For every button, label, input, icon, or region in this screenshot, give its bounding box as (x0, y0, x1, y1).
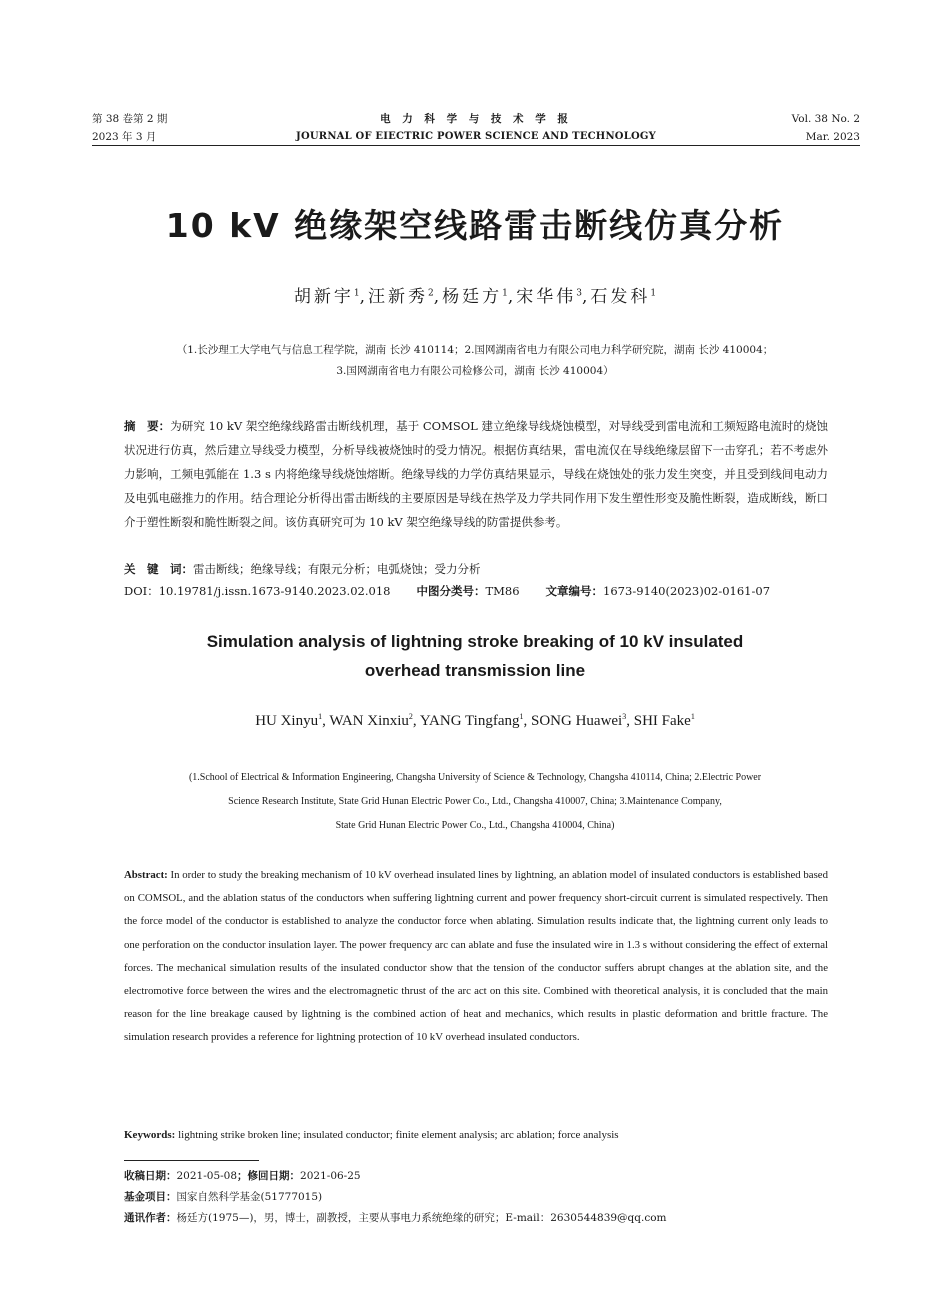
corresponding-author-label: 通讯作者： (124, 1212, 177, 1224)
affiliation-line: Science Research Institute, State Grid Hunan Electric Power Co., Ltd., Changsha 410007, China; 3.Maintenance Company, (228, 796, 722, 807)
author-list-en: HU Xinyu$^1$, WAN Xinxiu$^2$, YANG Tingfang$^1$, SONG Huawei$^3$, SHI Fake$^1$ (255, 712, 695, 729)
affiliations-en (112, 766, 838, 838)
paper-title-cn: 10 kV 绝缘架空线路雷击断线仿真分析 (165, 206, 785, 245)
affiliation-line: (1.School of Electrical & Information Engineering, Changsha University of Science & Technology, Changsha 410114, China; 2.Electric Power (188, 772, 762, 783)
revised-label: ；修回日期： (237, 1170, 301, 1182)
author-en: WAN Xinxiu$^2$ (329, 712, 413, 729)
doi-label: DOI： (124, 584, 159, 598)
date-cn: 2023 年 3 月 (92, 131, 157, 143)
header-divider (92, 145, 860, 146)
corresponding-author (124, 1208, 828, 1229)
volume-issue-en: Vol. 38 No. 2 (791, 113, 860, 125)
author-cn: 石发科$^1$ (590, 287, 657, 307)
funding (124, 1187, 828, 1208)
funding-text: 国家自然科学基金(51777015) (176, 1191, 323, 1203)
header-center (92, 110, 860, 146)
doi-classification-line (124, 580, 828, 602)
author-en: SHI Fake$^1$ (633, 712, 695, 729)
received-date: 2021-05-08 (176, 1170, 238, 1182)
keywords-cn (124, 558, 828, 580)
clc-label: 中图分类号： (416, 584, 486, 598)
date-en: Mar. 2023 (805, 131, 860, 143)
author-en: HU Xinyu$^1$ (255, 712, 323, 729)
author-en: YANG Tingfang$^1$ (419, 712, 524, 729)
footnote-divider (124, 1160, 259, 1161)
author-cn: 杨廷方$^1$ (442, 287, 508, 307)
author-cn: 汪新秀$^2$ (367, 287, 434, 307)
author-cn: 宋华伟$^3$ (516, 287, 582, 307)
keywords-label-cn: 关 键 词： (124, 562, 193, 576)
keywords-label-en: Keywords: (124, 1129, 176, 1141)
revised-date: 2021-06-25 (300, 1170, 361, 1182)
abstract-text-cn: 为研究 10 kV 架空绝缘线路雷击断线机理，基于 COMSOL 建立绝缘导线烧蚀模型，对导线受到雷电流和工频短路电流时的烧蚀状况进行仿真，然后建立导线受力模型，分析导线被烧蚀时的受力情况。根据仿真结果，雷电流仅在导线绝缘层留下一击穿孔；若不考虑外力影响，工频电弧能在 1.3 s 内将绝缘导线烧蚀熔断。绝缘导线的力学仿真结果显示，导线在烧蚀处的张力发生突变，并且受到线间电动力及电弧电磁推力的作用。结合理论分析得出雷击断线的主要原因是导线在热学及力学共同作用下发生塑性形变及脆性断裂，造成断线，断口介于塑性断裂和脆性断裂之间。该仿真研究可为 10 kV 架空绝缘导线的防雷提供参考。 (124, 419, 829, 529)
affiliation-line: 3.国网湖南省电力有限公司检修公司，湖南 长沙 410004） (336, 365, 614, 377)
author-en: SONG Huawei$^3$ (530, 712, 627, 729)
affiliation-line: State Grid Hunan Electric Power Co., Ltd., Changsha 410004, China) (335, 820, 615, 831)
corresponding-author-text: 杨廷方(1975—)，男，博士，副教授，主要从事电力系统绝缘的研究；E-mail：2630544839@qq.com (176, 1212, 667, 1224)
paper-title-en (0, 627, 950, 685)
volume-issue-cn: 第 38 卷第 2 期 (92, 113, 168, 125)
affiliations-cn (110, 340, 840, 382)
title-en-line: overhead transmission line (364, 661, 586, 680)
article-number-label: 文章编号： (545, 584, 604, 598)
article-number-value: 1673-9140(2023)02-0161-07 (603, 584, 771, 598)
title-en-line: Simulation analysis of lightning stroke breaking of 10 kV insulated (206, 632, 744, 651)
abstract-label-en: Abstract: (124, 869, 168, 881)
abstract-en (124, 864, 828, 1050)
keywords-text-cn: 雷击断线；绝缘导线；有限元分析；电弧烧蚀；受力分析 (193, 562, 481, 576)
footnotes (124, 1166, 828, 1229)
header-right (792, 110, 860, 146)
clc-value: TM86 (485, 584, 520, 598)
journal-name-cn: 电 力 科 学 与 技 术 学 报 (380, 113, 572, 125)
keywords-en (124, 1124, 828, 1146)
received-dates (124, 1166, 828, 1187)
received-label: 收稿日期： (124, 1170, 177, 1182)
funding-label: 基金项目： (124, 1191, 177, 1203)
author-list-cn: 胡新宇$^1$,汪新秀$^2$,杨廷方$^1$,宋华伟$^3$,石发科$^1$ (293, 287, 657, 307)
doi-value[interactable]: 10.19781/j.issn.1673-9140.2023.02.018 (158, 584, 391, 598)
author-cn: 胡新宇$^1$ (293, 287, 360, 307)
abstract-text-en: In order to study the breaking mechanism of 10 kV overhead insulated lines by lightning, an ablation model of insulated conductors is established based on COMSOL, and the ablation status of the conductors when suffering lightning current and power frequency short-circuit current is simulated respectively. Then the force model of the conductor is established to analyze the conductor force when ablating. Simulation results indicate that, the lightning current only leads to one perforation on the conductor insulation layer. The power frequency arc can ablate and fuse the insulated wire in 1.3 s without considering the effect of external forces. The mechanical simulation results of the insulated conductor show that the tension of the conductor suffers abrupt changes at the ablation site, and the electromotive force between the wires and the electromagnetic thrust of the arc act on this site. Combined with theoretical analysis, it is concluded that the main reason for the line breakage caused by lightning is the combined action of heat and mechanics, which results in plastic deformation and brittle fracture. The simulation research provides a reference for lightning protection of 10 kV overhead insulated conductors. (124, 869, 828, 1044)
abstract-cn (124, 414, 828, 534)
affiliation-line: （1.长沙理工大学电气与信息工程学院，湖南 长沙 410114；2.国网湖南省电力有限公司电力科学研究院，湖南 长沙 410004； (176, 344, 774, 356)
journal-name-en: JOURNAL OF EIECTRIC POWER SCIENCE AND TECHNOLOGY (296, 131, 656, 142)
running-header (92, 110, 860, 146)
abstract-label-cn: 摘 要： (124, 419, 171, 433)
keywords-text-en: lightning strike broken line; insulated conductor; finite element analysis; arc ablation; force analysis (178, 1129, 619, 1141)
